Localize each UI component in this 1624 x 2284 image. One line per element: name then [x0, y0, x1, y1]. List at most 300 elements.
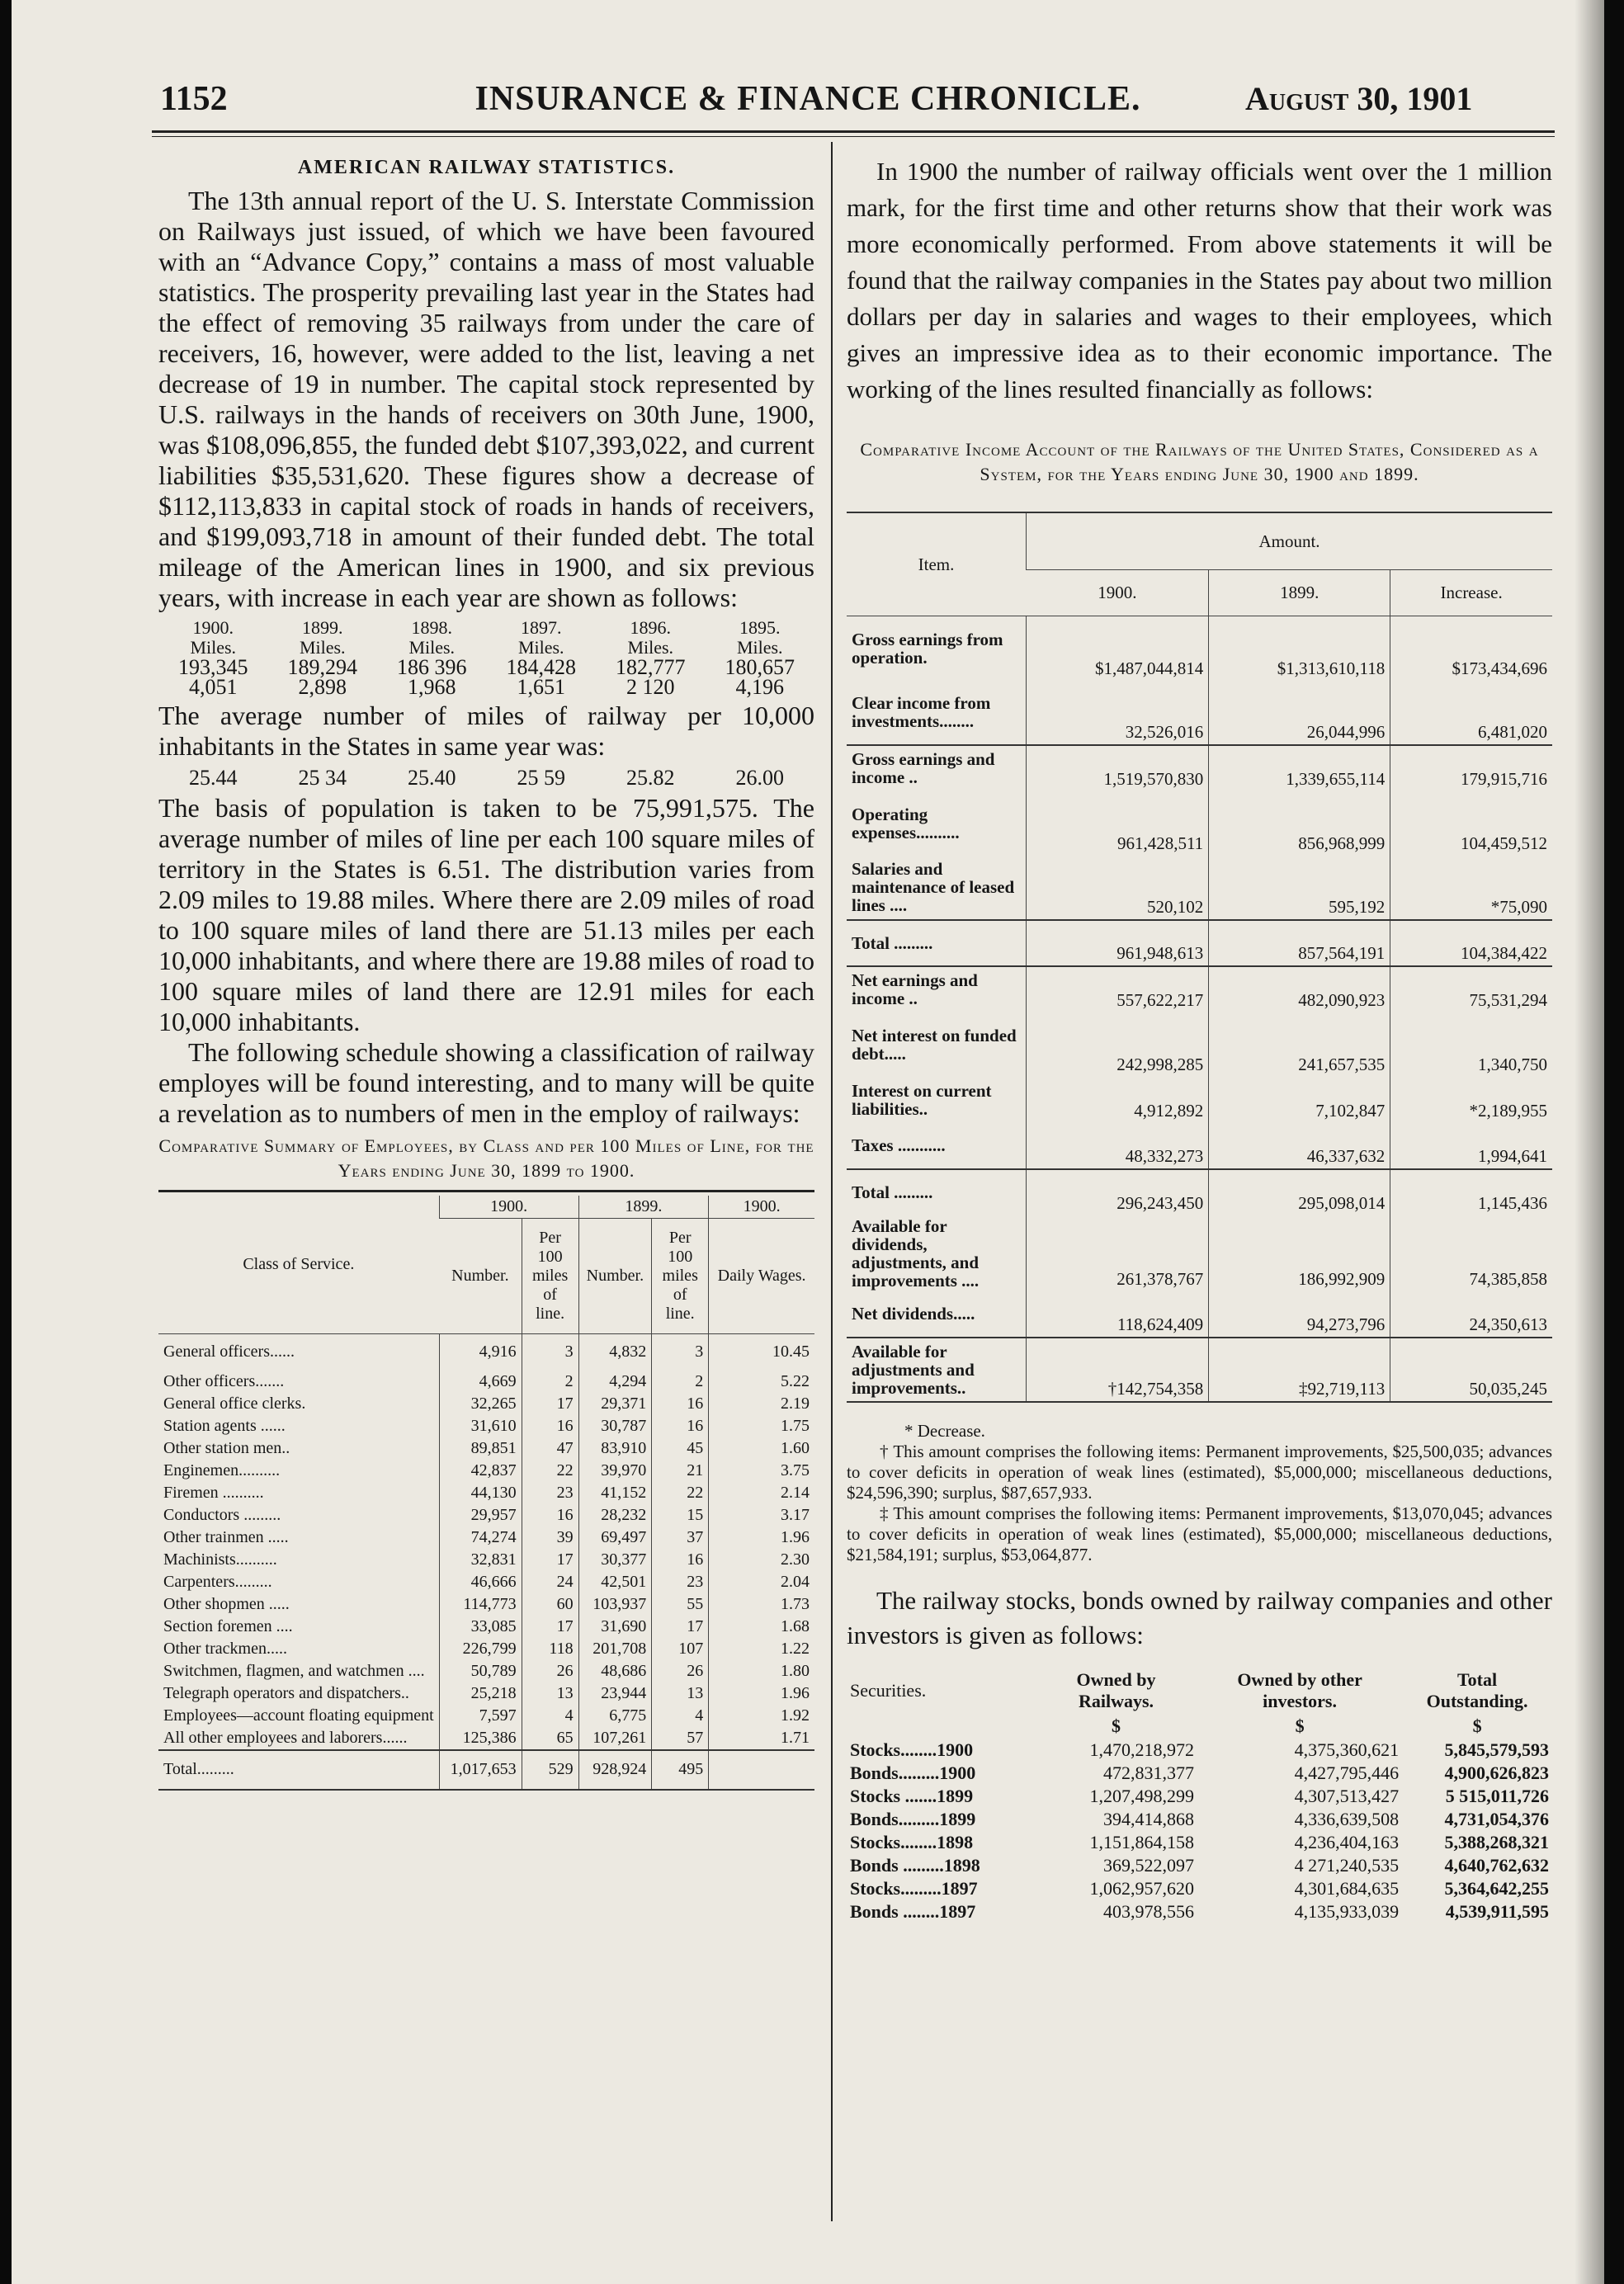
mileage-unit: Miles. [190, 637, 237, 658]
employee-p00: 17 [522, 1393, 578, 1415]
income-b: $1,313,610,118 [1209, 616, 1390, 681]
security-s: Bonds.........1899 [850, 1808, 976, 1829]
article-heading: AMERICAN RAILWAY STATISTICS. [297, 157, 676, 178]
table-row [158, 1571, 814, 1593]
col-1899: 1899. [578, 1196, 709, 1219]
income-a: 261,378,767 [1027, 1215, 1209, 1291]
table-row [847, 616, 1552, 681]
col-1900: 1900. [439, 1196, 578, 1219]
mileage-unit: Miles. [517, 637, 564, 658]
employee-p99: 21 [652, 1460, 709, 1482]
table-row [158, 1549, 814, 1571]
income-b: 94,273,796 [1209, 1291, 1390, 1338]
employee-p00: 4 [522, 1705, 578, 1727]
mileage-year: 1898. [411, 617, 452, 638]
security-o: 4 271,240,535 [1294, 1854, 1400, 1876]
employee-c: Section foremen .... [163, 1616, 293, 1635]
table-row [158, 1660, 814, 1682]
employee-n99: 6,775 [578, 1705, 652, 1727]
employee-c: Machinists.......... [163, 1550, 277, 1569]
employee-p00: 24 [522, 1571, 578, 1593]
income-c: *2,189,955 [1390, 1077, 1552, 1123]
miles-per-inhabitants: 25.82 [626, 766, 675, 790]
income-b: ‡92,719,113 [1209, 1338, 1390, 1402]
mileage-table [158, 618, 814, 697]
employee-w: 2.30 [709, 1549, 814, 1571]
employee-p00: 23 [522, 1482, 578, 1504]
employee-n00: 32,265 [439, 1393, 522, 1415]
income-a: 4,912,892 [1027, 1077, 1209, 1123]
footnote-dagger: † This amount comprises the following items: Permanent improvements, $25,500,035; advances to cover deficits in operation of weak lines (estimated), $5,000,000; miscellaneous deductions, $24,596,390; surplus, $87,657,933. [847, 1441, 1552, 1503]
income-b: 7,102,847 [1209, 1077, 1390, 1123]
column-divider [831, 142, 833, 2221]
employee-c: Other trackmen..... [163, 1639, 287, 1658]
employee-n00: 125,386 [439, 1727, 522, 1750]
table-row [158, 1705, 814, 1727]
page-number: 1152 [160, 80, 228, 118]
income-i: Total ......... [852, 932, 933, 953]
col-1899: 1899. [1209, 570, 1390, 616]
inhabitants-paragraph: The average number of miles of railway per 10,000 inhabitants in the States in same year was: [158, 701, 814, 761]
income-i: Total ......... [852, 1182, 933, 1202]
employee-n00: 74,274 [439, 1527, 522, 1549]
table-row [847, 920, 1552, 966]
employee-p00: 17 [522, 1616, 578, 1638]
income-b: 46,337,632 [1209, 1123, 1390, 1169]
employee-p00: 16 [522, 1504, 578, 1527]
table-row [158, 1682, 814, 1705]
income-table [847, 512, 1552, 1403]
miles-per-inhabitants: 25 59 [517, 766, 565, 790]
employee-n00: 29,957 [439, 1504, 522, 1527]
schedule-paragraph: The following schedule showing a classification of railway employes will be found interesting, and to many will be quite a revelation as to numbers of men in the employ of railways: [158, 1037, 814, 1128]
header-rule [152, 130, 1555, 133]
employee-p00: 39 [522, 1527, 578, 1549]
income-a: 296,243,450 [1027, 1169, 1209, 1215]
table-row [847, 1877, 1552, 1900]
security-o: 4,301,684,635 [1294, 1877, 1400, 1899]
income-c: 104,384,422 [1390, 920, 1552, 966]
employee-n00: 7,597 [439, 1705, 522, 1727]
employee-c: Carpenters......... [163, 1572, 272, 1591]
employee-n99: 23,944 [578, 1682, 652, 1705]
table-row [158, 1593, 814, 1616]
employee-c: General officers...... [163, 1343, 295, 1361]
income-a: $1,487,044,814 [1027, 616, 1209, 681]
mileage-total: 189,294 [287, 655, 357, 679]
employee-w: 2.04 [709, 1571, 814, 1593]
employee-c: All other employees and laborers...... [163, 1728, 408, 1747]
employee-n00: 46,666 [439, 1571, 522, 1593]
employee-n99: 41,152 [578, 1482, 652, 1504]
dollar-sign: $ [1295, 1715, 1305, 1736]
income-c: 104,459,512 [1390, 791, 1552, 856]
mileage-unit: Miles. [408, 637, 456, 658]
security-t: 4,731,054,376 [1444, 1808, 1549, 1829]
mileage-year: 1899. [302, 617, 343, 638]
employee-n99: 29,371 [578, 1393, 652, 1415]
footnote-double-dagger: ‡ This amount comprises the following items: Permanent improvements, $13,070,045; advances to cover deficits in operation of weak lines (estimated), $5,000,000; miscellaneous deductions, $21,584,191; surplus, $53,064,877. [847, 1503, 1552, 1564]
income-b: 482,090,923 [1209, 966, 1390, 1012]
income-b: 295,098,014 [1209, 1169, 1390, 1215]
employee-p99: 13 [652, 1682, 709, 1705]
employee-c: Other shopmen ..... [163, 1594, 290, 1613]
table-row [847, 1831, 1552, 1854]
employee-n99: 4,832 [578, 1334, 652, 1371]
mileage-increase: 1,651 [517, 675, 565, 699]
mileage-increase: 2 120 [626, 675, 675, 699]
mileage-total: 193,345 [178, 655, 248, 679]
employee-n99: 28,232 [578, 1504, 652, 1527]
income-c: 1,340,750 [1390, 1012, 1552, 1077]
table-row [847, 1900, 1552, 1923]
employee-n99: 4,294 [578, 1371, 652, 1393]
table-row [847, 856, 1552, 920]
employee-n00: 226,799 [439, 1638, 522, 1660]
miles-per-inhabitants: 25.40 [408, 766, 456, 790]
income-a: 242,998,285 [1027, 1012, 1209, 1077]
security-t: 5,845,579,593 [1444, 1739, 1549, 1760]
employees-table [158, 1196, 814, 1791]
employee-w: 2.14 [709, 1482, 814, 1504]
income-c: 1,145,436 [1390, 1169, 1552, 1215]
table-row [158, 1527, 814, 1549]
employee-p99: 22 [652, 1482, 709, 1504]
security-r: 403,978,556 [1103, 1900, 1195, 1922]
mileage-unit: Miles. [299, 637, 346, 658]
mileage-year: 1896. [630, 617, 671, 638]
employee-c: Other trainmen ..... [163, 1527, 289, 1546]
table-row [847, 791, 1552, 856]
col-total-outstanding: Total Outstanding. [1426, 1668, 1528, 1711]
employee-p99: 17 [652, 1616, 709, 1638]
employee-w: 1.71 [709, 1727, 814, 1750]
income-c: 50,035,245 [1390, 1338, 1552, 1402]
income-b: 856,968,999 [1209, 791, 1390, 856]
income-i: Gross earnings from operation. [852, 629, 1003, 668]
table-row [847, 1762, 1552, 1785]
security-r: 1,062,957,620 [1089, 1877, 1195, 1899]
income-a: 32,526,016 [1027, 681, 1209, 745]
income-i: Taxes ........... [852, 1135, 946, 1155]
employee-w: 1.22 [709, 1638, 814, 1660]
employee-n99: 39,970 [578, 1460, 652, 1482]
employees-caption: Comparative Summary of Employees, by Class and per 100 Miles of Line, for the Years ending June 30, 1899 to 1900. [158, 1135, 814, 1181]
security-s: Stocks........1898 [850, 1831, 974, 1852]
mileage-increase: 1,968 [408, 675, 456, 699]
employee-n00: 25,218 [439, 1682, 522, 1705]
income-a: 48,332,273 [1027, 1123, 1209, 1169]
employee-w: 1.92 [709, 1705, 814, 1727]
security-r: 394,414,868 [1103, 1808, 1195, 1829]
per-inhabitants-table [158, 768, 814, 788]
table-row [847, 1012, 1552, 1077]
employee-w: 2.19 [709, 1393, 814, 1415]
employee-p99: 45 [652, 1437, 709, 1460]
employee-n00: 50,789 [439, 1660, 522, 1682]
employee-w: 1.96 [709, 1682, 814, 1705]
employee-n00: 114,773 [439, 1593, 522, 1616]
income-a: 520,102 [1027, 856, 1209, 920]
table-row [847, 745, 1552, 791]
security-o: 4,307,513,427 [1294, 1785, 1400, 1806]
employee-c: Enginemen.......... [163, 1461, 281, 1479]
employee-n00: 89,851 [439, 1437, 522, 1460]
table-row [158, 1371, 814, 1393]
employee-w: 3.75 [709, 1460, 814, 1482]
employee-n99: 48,686 [578, 1660, 652, 1682]
income-c: 75,531,294 [1390, 966, 1552, 1012]
employee-p99: 3 [652, 1334, 709, 1371]
security-t: 4,640,762,632 [1444, 1854, 1549, 1876]
employee-p00: 16 [522, 1415, 578, 1437]
employee-p99: 55 [652, 1593, 709, 1616]
employee-p00: 22 [522, 1460, 578, 1482]
income-i: Net dividends..... [852, 1304, 975, 1324]
mileage-increase: 4,051 [189, 675, 238, 699]
employee-p99: 16 [652, 1549, 709, 1571]
employee-n00: 4,669 [439, 1371, 522, 1393]
income-i: Clear income from investments........ [852, 693, 991, 731]
employee-total-p00: 529 [522, 1750, 578, 1790]
income-a: 118,624,409 [1027, 1291, 1209, 1338]
employee-n00: 33,085 [439, 1616, 522, 1638]
dollar-sign: $ [1472, 1715, 1482, 1736]
security-t: 4,900,626,823 [1444, 1762, 1549, 1783]
col-owned-railways: Owned by Railways. [1076, 1668, 1156, 1711]
employee-c: Other officers....... [163, 1371, 285, 1390]
page-date: August 30, 1901 [1245, 80, 1473, 117]
employee-p00: 13 [522, 1682, 578, 1705]
employee-w: 1.60 [709, 1437, 814, 1460]
col-per100-1899: Per 100 miles of line. [652, 1219, 709, 1334]
table-row [847, 1785, 1552, 1808]
security-t: 4,539,911,595 [1445, 1900, 1549, 1922]
employee-p99: 37 [652, 1527, 709, 1549]
employee-c: Other station men.. [163, 1438, 290, 1457]
employee-n00: 42,837 [439, 1460, 522, 1482]
security-t: 5,388,268,321 [1444, 1831, 1549, 1852]
income-caption: Comparative Income Account of the Railways of the United States, Considered as a System, for the Years ending June 30, 1900 and 1899. [860, 439, 1539, 484]
income-b: 1,339,655,114 [1209, 745, 1390, 791]
table-row [158, 1504, 814, 1527]
employee-c: Firemen .......... [163, 1483, 264, 1502]
income-c: 24,350,613 [1390, 1291, 1552, 1338]
col-increase: Increase. [1390, 570, 1552, 616]
employee-c: General office clerks. [163, 1394, 306, 1413]
securities-table [847, 1668, 1552, 1923]
employee-n99: 201,708 [578, 1638, 652, 1660]
income-b: 595,192 [1209, 856, 1390, 920]
employee-n00: 4,916 [439, 1334, 522, 1371]
employee-p99: 57 [652, 1727, 709, 1750]
security-o: 4,375,360,621 [1294, 1739, 1400, 1760]
security-r: 1,207,498,299 [1089, 1785, 1195, 1806]
table-row [847, 1338, 1552, 1402]
income-i: Net interest on funded debt..... [852, 1025, 1017, 1064]
employee-c: Station agents ...... [163, 1416, 286, 1435]
employee-n00: 32,831 [439, 1549, 522, 1571]
table-row [847, 681, 1552, 745]
security-o: 4,336,639,508 [1294, 1808, 1400, 1829]
security-r: 1,470,218,972 [1089, 1739, 1195, 1760]
employee-n99: 69,497 [578, 1527, 652, 1549]
right-column [847, 139, 1552, 1923]
security-s: Bonds.........1900 [850, 1762, 976, 1783]
employee-p99: 23 [652, 1571, 709, 1593]
total-row [158, 1750, 814, 1790]
employee-w: 1.73 [709, 1593, 814, 1616]
security-o: 4,135,933,039 [1294, 1900, 1400, 1922]
employee-n00: 31,610 [439, 1415, 522, 1437]
security-r: 472,831,377 [1103, 1762, 1195, 1783]
employee-p00: 60 [522, 1593, 578, 1616]
col-1900-wages: 1900. [709, 1196, 814, 1219]
employee-p00: 118 [522, 1638, 578, 1660]
employee-w: 10.45 [709, 1334, 814, 1371]
income-b: 857,564,191 [1209, 920, 1390, 966]
employee-p00: 3 [522, 1334, 578, 1371]
employee-n99: 31,690 [578, 1616, 652, 1638]
employee-p00: 17 [522, 1549, 578, 1571]
security-s: Stocks .......1899 [850, 1785, 974, 1806]
employee-p99: 16 [652, 1393, 709, 1415]
security-t: 5,364,642,255 [1444, 1877, 1549, 1899]
table-row [847, 1739, 1552, 1762]
income-i: Gross earnings and income .. [852, 749, 995, 787]
mileage-year: 1900. [192, 617, 234, 638]
mileage-total: 180,657 [725, 655, 795, 679]
security-o: 4,236,404,163 [1294, 1831, 1400, 1852]
employee-n99: 107,261 [578, 1727, 652, 1750]
table-row [158, 1460, 814, 1482]
security-s: Bonds .........1898 [850, 1854, 980, 1876]
employee-n99: 103,937 [578, 1593, 652, 1616]
employee-p99: 4 [652, 1705, 709, 1727]
table-row [847, 1215, 1552, 1291]
table-row [158, 1482, 814, 1504]
employee-p00: 47 [522, 1437, 578, 1460]
table-row [158, 1437, 814, 1460]
income-i: Available for adjustments and improvements.. [852, 1341, 975, 1398]
col-number-1900: Number. [439, 1219, 522, 1334]
mileage-total: 184,428 [506, 655, 576, 679]
table-row [158, 1616, 814, 1638]
mileage-total: 186 396 [397, 655, 467, 679]
income-c: *75,090 [1390, 856, 1552, 920]
income-a: †142,754,358 [1027, 1338, 1209, 1402]
income-i: Interest on current liabilities.. [852, 1080, 992, 1119]
employee-w: 3.17 [709, 1504, 814, 1527]
col-number-1899: Number. [578, 1219, 652, 1334]
mileage-year: 1897. [521, 617, 562, 638]
population-paragraph: The basis of population is taken to be 75,991,575. The average number of miles of line per each 100 square miles of territory in the States is 6.51. The distribution varies from 2.09 miles to 19.88 miles. Where there are 2.09 miles of road to 100 square miles of land there are 51.13 miles per each 10,000 inhabitants, and where there are 19.88 miles of road to 100 square miles of land there are 12.91 miles for each 10,000 inhabitants. [158, 793, 814, 1036]
income-c: $173,434,696 [1390, 616, 1552, 681]
mileage-total: 182,777 [616, 655, 686, 679]
employee-total-w [709, 1750, 814, 1790]
employee-p99: 16 [652, 1415, 709, 1437]
income-a: 961,948,613 [1027, 920, 1209, 966]
table-row [847, 966, 1552, 1012]
income-a: 961,428,511 [1027, 791, 1209, 856]
employee-n00: 44,130 [439, 1482, 522, 1504]
page-title: INSURANCE & FINANCE CHRONICLE. [474, 80, 1141, 118]
income-c: 74,385,858 [1390, 1215, 1552, 1291]
security-t: 5 515,011,726 [1445, 1785, 1549, 1806]
employee-p99: 26 [652, 1660, 709, 1682]
employee-w: 1.96 [709, 1527, 814, 1549]
col-daily-wages: Daily Wages. [709, 1219, 814, 1334]
employee-p00: 2 [522, 1371, 578, 1393]
employee-c: Telegraph operators and dispatchers.. [163, 1683, 409, 1702]
intro-paragraph: The 13th annual report of the U. S. Interstate Commission on Railways just issued, of which we have been favoured with an “Advance Copy,” contains a mass of most valuable statistics. The prosperity prevailing last year in the States had the effect of removing 35 railways from under the care of receivers, 16, however, were added to the list, leaving a net decrease of 19 in number. The capital stock represented by U.S. railways in the hands of receivers on 30th June, 1900, was $108,096,855, the funded debt $107,393,022, and current liabilities $35,531,620. These figures show a decrease of $112,113,833 in capital stock of roads in hands of receivers, and $199,093,718 in amount of their funded debt. The total mileage of the American lines in 1900, and six previous years, with increase in each year are shown as follows: [158, 186, 814, 612]
col-item: Item. [847, 512, 1027, 616]
income-a: 1,519,570,830 [1027, 745, 1209, 791]
table-row [847, 1291, 1552, 1338]
security-s: Stocks.........1897 [850, 1877, 978, 1899]
income-i: Salaries and maintenance of leased lines .... [852, 859, 1015, 915]
employee-total-n99: 928,924 [578, 1750, 652, 1790]
employee-n99: 30,787 [578, 1415, 652, 1437]
income-a: 557,622,217 [1027, 966, 1209, 1012]
employee-w: 1.80 [709, 1660, 814, 1682]
securities-paragraph: The railway stocks, bonds owned by railway companies and other investors is given as follows: [847, 1585, 1552, 1649]
mileage-unit: Miles. [736, 637, 783, 658]
security-o: 4,427,795,446 [1294, 1762, 1400, 1783]
table-row [158, 1638, 814, 1660]
employee-c: Employees—account floating equipment [163, 1706, 434, 1725]
mileage-increase: 2,898 [298, 675, 347, 699]
income-b: 241,657,535 [1209, 1012, 1390, 1077]
col-owned-investors: Owned by other investors. [1237, 1668, 1362, 1711]
col-securities: Securities. [850, 1679, 927, 1701]
table-row [847, 1808, 1552, 1831]
mileage-unit: Miles. [627, 637, 674, 658]
employee-p00: 65 [522, 1727, 578, 1750]
income-c: 1,994,641 [1390, 1123, 1552, 1169]
table-row [158, 1393, 814, 1415]
dollar-sign: $ [1112, 1715, 1121, 1736]
officials-paragraph: In 1900 the number of railway officials went over the 1 million mark, for the first time and other returns show that their work was more economically performed. From above statements it will be found that the railway companies in the States pay about two million dollars per day in salaries and wages to their employees, which gives an impressive idea as to their economic importance. The working of the lines resulted financially as follows: [847, 157, 1552, 403]
employee-w: 1.75 [709, 1415, 814, 1437]
employee-c: Conductors ......... [163, 1505, 281, 1524]
employee-total-p99: 495 [652, 1750, 709, 1790]
employee-total-c: Total......... [163, 1760, 234, 1778]
miles-per-inhabitants: 25.44 [189, 766, 238, 790]
employee-p99: 15 [652, 1504, 709, 1527]
footnote-decrease: * Decrease. [904, 1420, 985, 1441]
col-amount: Amount. [1027, 512, 1553, 570]
mileage-increase: 4,196 [735, 675, 784, 699]
mileage-year: 1895. [739, 617, 781, 638]
table-row [847, 1123, 1552, 1169]
income-i: Available for dividends, adjustments, and improvements .... [852, 1215, 980, 1291]
employee-n99: 42,501 [578, 1571, 652, 1593]
col-per100-1900: Per 100 miles of line. [522, 1219, 578, 1334]
employee-total-n00: 1,017,653 [439, 1750, 522, 1790]
table-row [158, 1415, 814, 1437]
income-b: 26,044,996 [1209, 681, 1390, 745]
employee-c: Switchmen, flagmen, and watchmen .... [163, 1661, 425, 1680]
col-1900: 1900. [1027, 570, 1209, 616]
employee-p99: 107 [652, 1638, 709, 1660]
employee-p00: 26 [522, 1660, 578, 1682]
left-column [158, 139, 814, 1791]
income-i: Operating expenses.......... [852, 804, 960, 842]
income-i: Net earnings and income .. [852, 970, 978, 1008]
miles-per-inhabitants: 25 34 [298, 766, 347, 790]
employee-n99: 30,377 [578, 1549, 652, 1571]
